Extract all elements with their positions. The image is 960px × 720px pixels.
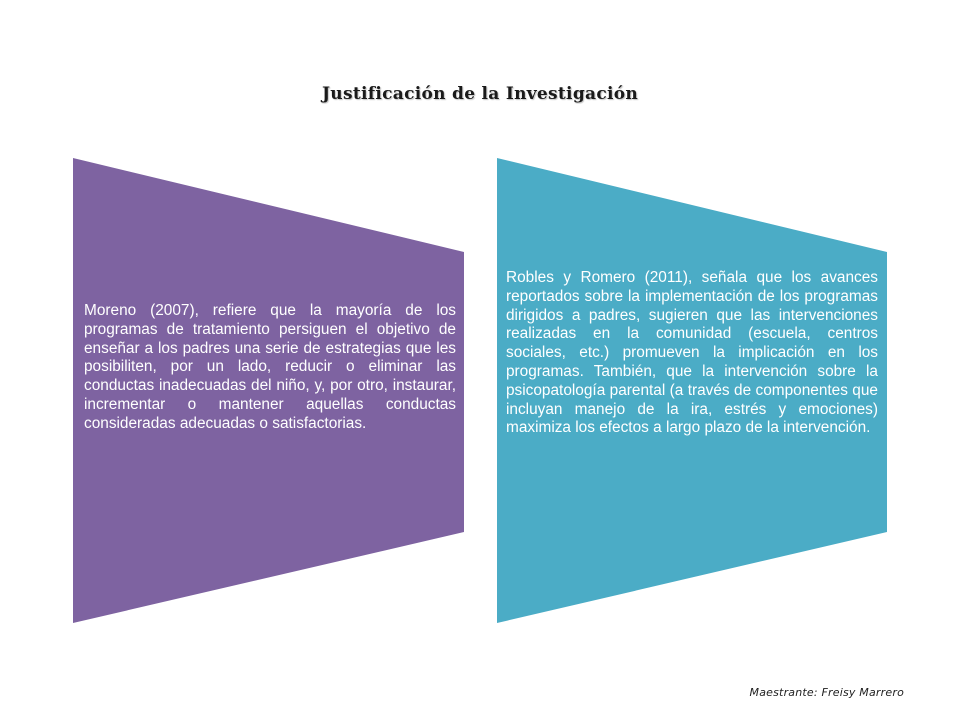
right-panel-text: Robles y Romero (2011), señala que los avances reportados sobre la implementación de los programas dirigidos a padres, sugieren que las intervenciones realizadas en la comunidad (escuela, centros sociales, etc.) promueven la implicación en los programas. También, que la intervención sobre la psicopatología parental (a través de componentes que incluyan manejo de la ira, estrés y emociones) maximiza los efectos a largo plazo de la intervención. <box>506 269 878 437</box>
author-credit: Maestrante: Freisy Marrero <box>749 686 904 699</box>
slide-title: Justificación de la Investigación <box>321 84 639 104</box>
left-panel-text: Moreno (2007), refiere que la mayoría de los programas de tratamiento persiguen el objetivo de enseñar a los padres una serie de estrategias que les posibiliten, por un lado, reducir o eliminar las conductas inadecuadas del niño, y, por otro, instaurar, incrementar o mantener aquellas conductas consideradas adecuadas o satisfactorias. <box>84 302 456 432</box>
